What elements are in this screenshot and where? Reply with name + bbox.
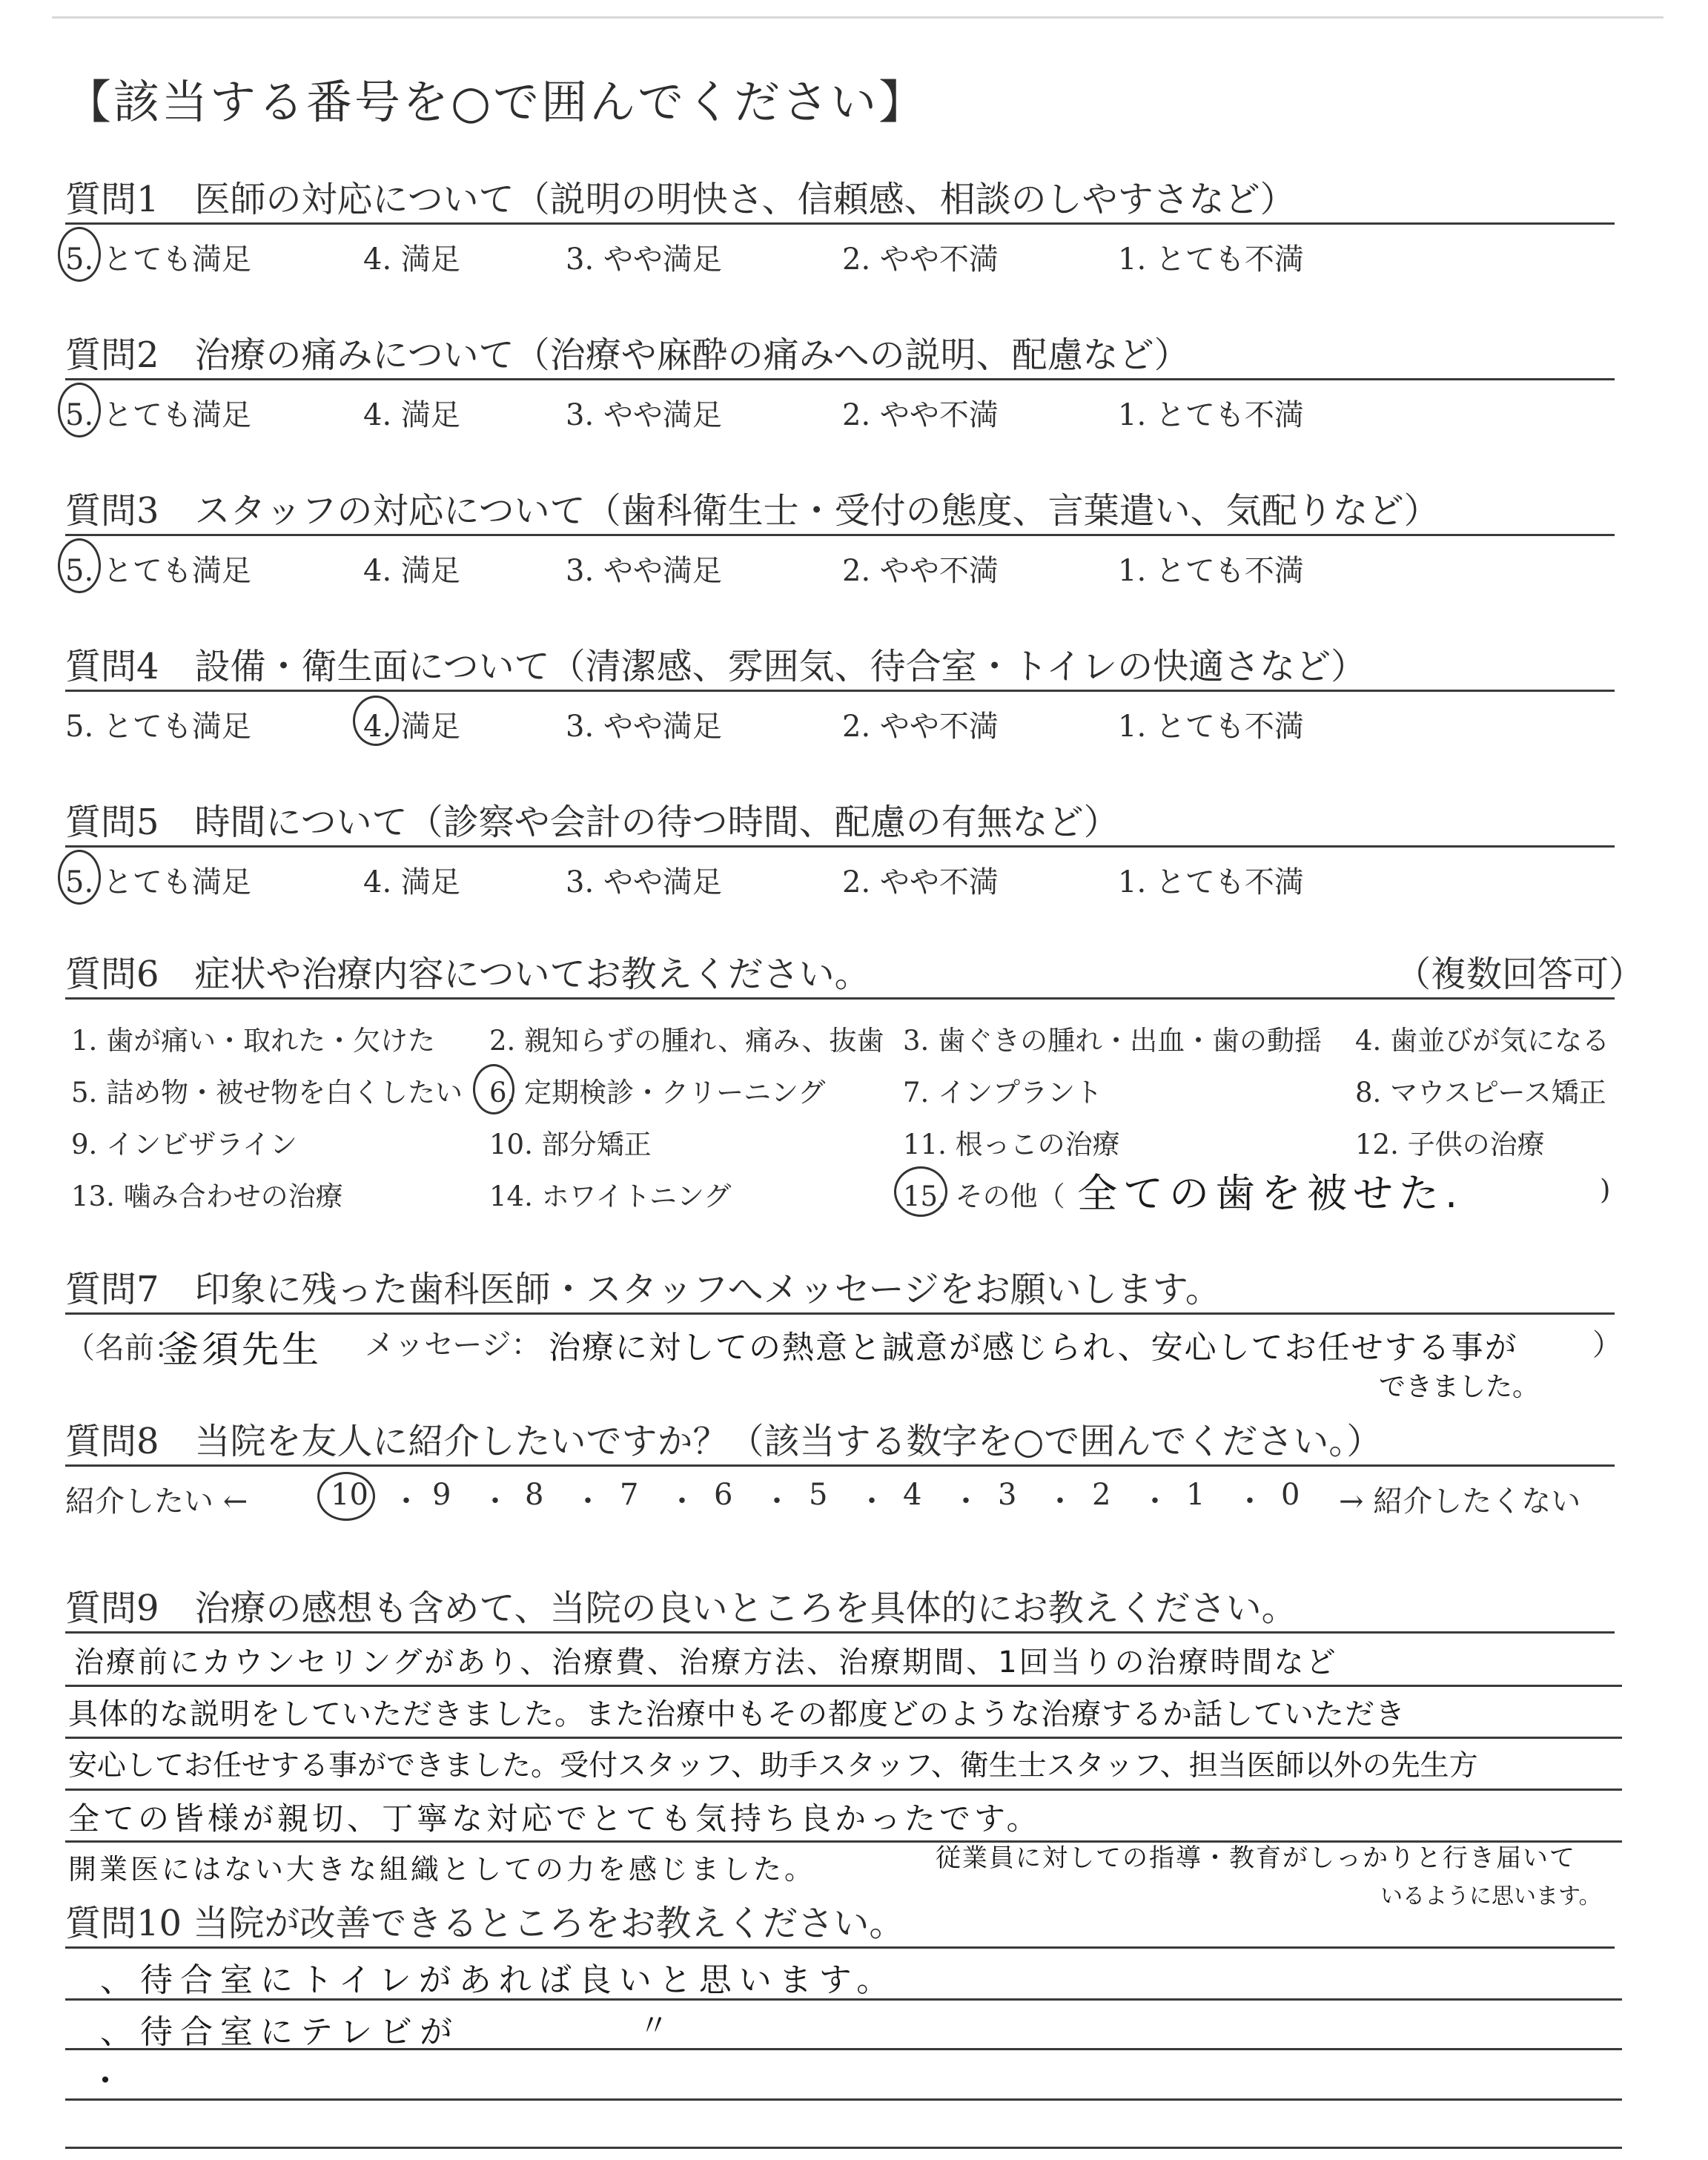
q8-selection-circle xyxy=(317,1472,375,1521)
q1-option-4[interactable]: 4. 満足 xyxy=(363,242,460,277)
question-4-rule xyxy=(65,690,1615,692)
q2-option-3[interactable]: 3. やや満足 xyxy=(566,398,722,432)
q9-answer-extra-line-2[interactable]: いるように思います。 xyxy=(1380,1883,1601,1909)
q6-option-9[interactable]: 9. インビザライン xyxy=(71,1129,297,1160)
q8-number-10[interactable]: 10 xyxy=(331,1478,368,1512)
question-9-title: 質問9 治療の感想も含めて、当院の良いところを具体的にお教えください。 xyxy=(65,1588,1297,1629)
q6-option-14[interactable]: 14. ホワイトニング xyxy=(489,1180,732,1212)
q2-option-2[interactable]: 2. やや不満 xyxy=(842,398,999,432)
page-edge xyxy=(52,16,1664,19)
q5-option-5[interactable]: 5. とても満足 xyxy=(65,865,251,899)
q7-close-paren: ） xyxy=(1592,1328,1622,1362)
q8-number-1[interactable]: 1 xyxy=(1186,1478,1205,1512)
q8-number-2[interactable]: 2 xyxy=(1092,1478,1111,1512)
q6-option-1[interactable]: 1. 歯が痛い・取れた・欠けた xyxy=(71,1025,436,1057)
q8-dot: ・ xyxy=(391,1484,421,1519)
answer-line xyxy=(65,1685,1622,1687)
q1-option-1[interactable]: 1. とても不満 xyxy=(1118,242,1304,277)
q10-answer-line-3[interactable]: ・ xyxy=(89,2062,122,2100)
q9-answer-line-4[interactable]: 全ての皆様が親切、丁寧な対応でとても気持ち良かったです。 xyxy=(68,1800,1042,1837)
q1-option-2[interactable]: 2. やや不満 xyxy=(842,242,999,277)
q6-option-3[interactable]: 3. 歯ぐきの腫れ・出血・歯の動揺 xyxy=(903,1025,1323,1057)
q8-number-6[interactable]: 6 xyxy=(714,1478,733,1512)
q3-option-5[interactable]: 5. とても満足 xyxy=(65,554,251,588)
answer-line xyxy=(65,2098,1622,2101)
q9-answer-line-2[interactable]: 具体的な説明をしていただきました。また治療中もその都度どのような治療するか話していただき xyxy=(68,1697,1406,1731)
q1-selection-circle xyxy=(58,227,101,282)
q7-name-label: （名前： xyxy=(65,1331,184,1365)
q6-other-close-paren: ) xyxy=(1600,1174,1611,1206)
q10-answer-line-1[interactable]: 、待合室にトイレがあれば良いと思います。 xyxy=(100,1961,897,1999)
q8-dot: ・ xyxy=(857,1484,887,1519)
q8-number-0[interactable]: 0 xyxy=(1281,1478,1300,1512)
question-2-title: 質問2 治療の痛みについて（治療や麻酔の痛みへの説明、配慮など） xyxy=(65,334,1190,376)
q2-selection-circle xyxy=(58,383,101,437)
q8-dot: ・ xyxy=(1235,1484,1265,1519)
q1-option-5[interactable]: 5. とても満足 xyxy=(65,242,251,277)
q7-message-value[interactable]: 治療に対しての熱意と誠意が感じられ、安心してお任せする事が xyxy=(549,1330,1518,1367)
q8-number-7[interactable]: 7 xyxy=(620,1478,639,1512)
q8-number-4[interactable]: 4 xyxy=(903,1478,922,1512)
q3-option-4[interactable]: 4. 満足 xyxy=(363,554,460,588)
q9-answer-extra-line[interactable]: 従業員に対しての指導・教育がしっかりと行き届いて xyxy=(936,1843,1576,1873)
q2-option-1[interactable]: 1. とても不満 xyxy=(1118,398,1304,432)
q6-option-11[interactable]: 11. 根っこの治療 xyxy=(903,1129,1120,1160)
question-6-title: 質問6 症状や治療内容についてお教えください。 xyxy=(65,954,870,995)
question-5-title: 質問5 時間について（診察や会計の待つ時間、配慮の有無など） xyxy=(65,802,1119,843)
question-3-rule xyxy=(65,534,1615,536)
q4-option-5[interactable]: 5. とても満足 xyxy=(65,710,251,744)
q4-option-1[interactable]: 1. とても不満 xyxy=(1118,710,1304,744)
question-6-note: （複数回答可） xyxy=(1394,954,1644,995)
q5-option-3[interactable]: 3. やや満足 xyxy=(566,865,722,899)
q3-selection-circle xyxy=(58,538,101,593)
q2-option-4[interactable]: 4. 満足 xyxy=(363,398,460,432)
question-2-rule xyxy=(65,378,1615,380)
question-1-title: 質問1 医師の対応について（説明の明快さ、信頼感、相談のしやすさなど） xyxy=(65,179,1296,220)
q8-right-label: → 紹介したくない xyxy=(1339,1484,1581,1519)
answer-line xyxy=(65,1737,1622,1739)
q6-option-6[interactable]: 6. 定期検診・クリーニング xyxy=(489,1077,826,1109)
q8-dot: ・ xyxy=(667,1484,697,1519)
answer-line xyxy=(65,2147,1622,2149)
question-9-rule xyxy=(65,1631,1615,1634)
question-4-title: 質問4 設備・衛生面について（清潔感、雰囲気、待合室・トイレの快適さなど） xyxy=(65,646,1367,687)
q9-answer-line-3[interactable]: 安心してお任せする事ができました。受付スタッフ、助手スタッフ、衛生士スタッフ、担当医師以外の先生方 xyxy=(68,1749,1478,1783)
answer-line xyxy=(65,1789,1622,1791)
q8-number-9[interactable]: 9 xyxy=(432,1478,451,1512)
q8-dot: ・ xyxy=(573,1484,603,1519)
question-10-rule xyxy=(65,1946,1615,1949)
q3-option-1[interactable]: 1. とても不満 xyxy=(1118,554,1304,588)
q8-number-5[interactable]: 5 xyxy=(809,1478,828,1512)
q3-option-2[interactable]: 2. やや不満 xyxy=(842,554,999,588)
q8-dot: ・ xyxy=(480,1484,510,1519)
q7-message-label: メッセージ： xyxy=(365,1328,541,1362)
question-7-rule xyxy=(65,1312,1615,1315)
q8-dot: ・ xyxy=(1045,1484,1075,1519)
question-1-rule xyxy=(65,222,1615,225)
q6-option-5[interactable]: 5. 詰め物・被せ物を白くしたい xyxy=(71,1077,463,1109)
q5-selection-circle xyxy=(58,850,101,905)
q6-option-15[interactable]: 15. その他（ xyxy=(903,1180,1065,1212)
instruction-header: 【該当する番号を○で囲んでください】 xyxy=(65,75,927,129)
question-10-title: 質問10 当院が改善できるところをお教えください。 xyxy=(65,1903,905,1944)
q9-answer-line-5[interactable]: 開業医にはない大きな組織としての力を感じました。 xyxy=(68,1853,816,1886)
q8-number-8[interactable]: 8 xyxy=(525,1478,544,1512)
q4-option-4[interactable]: 4. 満足 xyxy=(363,710,460,744)
q6-option-4[interactable]: 4. 歯並びが気になる xyxy=(1355,1025,1610,1057)
q6-option-12[interactable]: 12. 子供の治療 xyxy=(1355,1129,1545,1160)
q5-option-1[interactable]: 1. とても不満 xyxy=(1118,865,1304,899)
q6-option-2[interactable]: 2. 親知らずの腫れ、痛み、抜歯 xyxy=(489,1025,884,1057)
q1-option-3[interactable]: 3. やや満足 xyxy=(566,242,722,277)
q8-left-label: 紹介したい ← xyxy=(65,1484,248,1519)
q6-option-7[interactable]: 7. インプラント xyxy=(903,1077,1103,1109)
question-5-rule xyxy=(65,845,1615,848)
question-7-title: 質問7 印象に残った歯科医師・スタッフへメッセージをお願いします。 xyxy=(65,1269,1221,1310)
q9-answer-line-1[interactable]: 治療前にカウンセリングがあり、治療費、治療方法、治療期間、1回当りの治療時間など xyxy=(74,1645,1338,1680)
q6-option-10[interactable]: 10. 部分矯正 xyxy=(489,1129,652,1160)
q4-option-2[interactable]: 2. やや不満 xyxy=(842,710,999,744)
q6-option-13[interactable]: 13. 噛み合わせの治療 xyxy=(71,1180,343,1212)
q7-name-value[interactable]: 釜須先生 xyxy=(162,1328,322,1371)
q5-option-2[interactable]: 2. やや不満 xyxy=(842,865,999,899)
q6-option-8[interactable]: 8. マウスピース矯正 xyxy=(1355,1077,1606,1109)
q2-option-5[interactable]: 5. とても満足 xyxy=(65,398,251,432)
q8-dot: ・ xyxy=(1140,1484,1170,1519)
q8-dot: ・ xyxy=(951,1484,981,1519)
q8-number-3[interactable]: 3 xyxy=(998,1478,1017,1512)
question-8-title: 質問8 当院を友人に紹介したいですか？（該当する数字を○で囲んでください。） xyxy=(65,1421,1383,1462)
q10-answer-ditto[interactable]: 〃 xyxy=(639,2009,669,2043)
question-3-title: 質問3 スタッフの対応について（歯科衛生士・受付の態度、言葉遣い、気配りなど） xyxy=(65,490,1440,532)
q7-message-value-2[interactable]: できました。 xyxy=(1379,1372,1540,1402)
q6-other-text: 全ての歯を被せた. xyxy=(1077,1170,1464,1217)
q4-selection-circle xyxy=(353,696,399,746)
q8-dot: ・ xyxy=(762,1484,792,1519)
question-8-rule xyxy=(65,1464,1615,1467)
q6-selection-circle-15 xyxy=(894,1166,947,1217)
question-6-rule xyxy=(65,997,1615,1000)
q4-option-3[interactable]: 3. やや満足 xyxy=(566,710,722,744)
q5-option-4[interactable]: 4. 満足 xyxy=(363,865,460,899)
q6-selection-circle-6 xyxy=(473,1064,514,1114)
q10-answer-line-2[interactable]: 、待合室にテレビが xyxy=(100,2013,460,2051)
q3-option-3[interactable]: 3. やや満足 xyxy=(566,554,722,588)
